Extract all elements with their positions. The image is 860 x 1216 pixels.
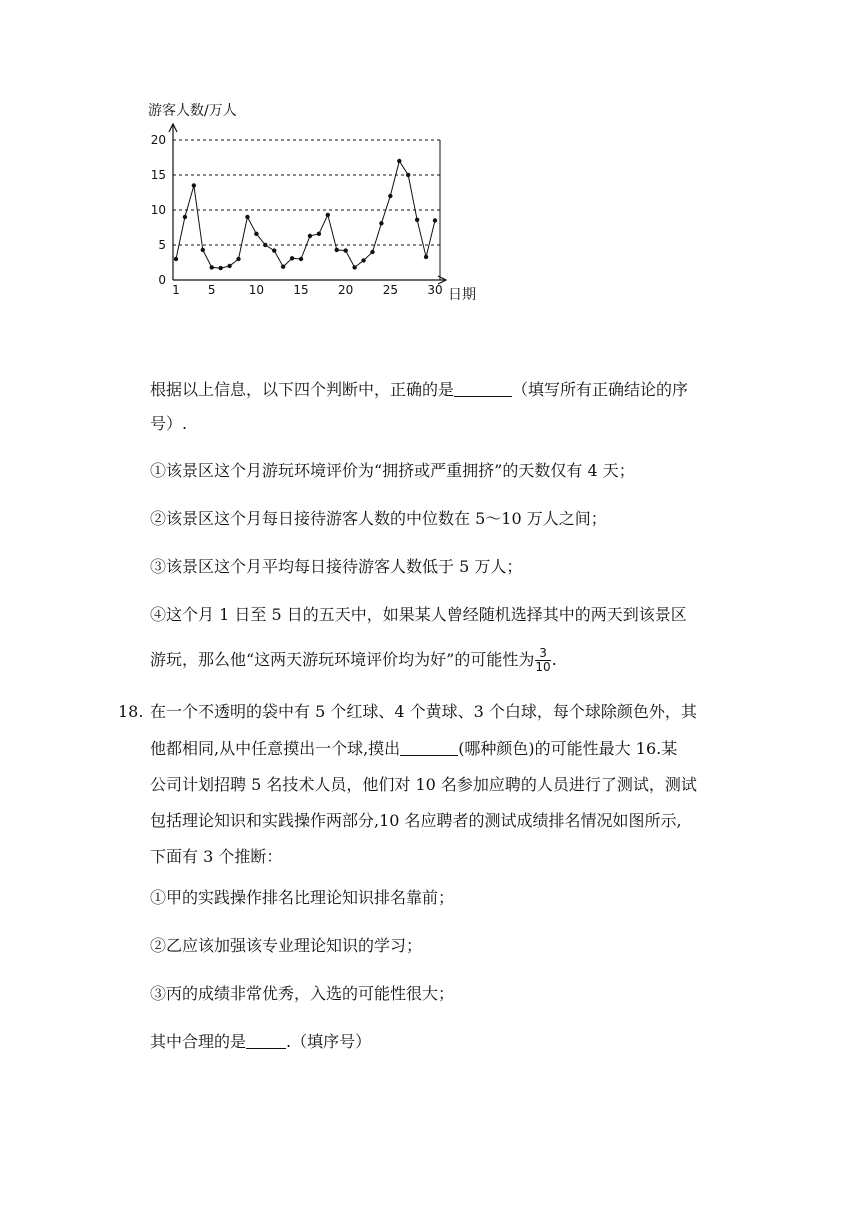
- data-point: [218, 266, 222, 270]
- q17-intro-text-a: 根据以上信息，以下四个判断中，正确的是: [150, 380, 455, 399]
- data-point: [361, 258, 365, 262]
- q18-line1: 在一个不透明的袋中有 5 个红球、4 个黄球、3 个白球，每个球除颜色外，其: [150, 702, 697, 721]
- data-point: [415, 218, 419, 222]
- q18-item-1: ①甲的实践操作排名比理论知识排名靠前；: [150, 888, 455, 907]
- data-point: [352, 265, 356, 269]
- y-axis-label: 游客人数/万人: [148, 103, 237, 119]
- q18-item-3: ③丙的成绩非常优秀，入选的可能性很大；: [150, 984, 455, 1003]
- fraction-denominator: 10: [535, 660, 551, 674]
- series-line: [176, 161, 435, 268]
- x-tick-label: 30: [427, 283, 443, 297]
- q18-last-text-b: .（填序号）: [286, 1032, 372, 1051]
- data-point: [317, 232, 321, 236]
- x-tick-label: 20: [338, 283, 354, 297]
- q17-intro-text-b: （填写所有正确结论的序: [512, 380, 689, 399]
- y-tick-label: 10: [150, 203, 166, 217]
- data-point: [343, 248, 347, 252]
- x-tick-label: 5: [207, 283, 216, 297]
- y-tick-label: 0: [158, 273, 166, 287]
- x-tick-label: 25: [382, 283, 398, 297]
- q18-last-line: [150, 1029, 750, 1055]
- x-tick-label: 10: [248, 283, 265, 297]
- data-point: [379, 221, 383, 225]
- data-point: [299, 257, 303, 261]
- data-point: [326, 213, 330, 217]
- q18-line3: 公司计划招聘 5 名技术人员，他们对 10 名参加应聘的人员进行了测试，测试: [150, 775, 697, 794]
- q17-intro-line2: 号）.: [150, 414, 188, 433]
- data-point: [308, 234, 312, 238]
- data-point: [192, 183, 196, 187]
- data-point: [210, 265, 214, 269]
- q18-line4: 包括理论知识和实践操作两部分,10 名应聘者的测试成绩排名情况如图所示,: [150, 811, 682, 830]
- q17-item-3: ③该景区这个月平均每日接待游客人数低于 5 万人；: [150, 557, 523, 576]
- data-point: [433, 218, 437, 222]
- q18-item-2: ②乙应该加强该专业理论知识的学习；: [150, 936, 423, 955]
- data-point: [370, 250, 374, 254]
- data-point: [272, 248, 276, 252]
- q18-line2: [150, 736, 750, 762]
- x-tick-label: 15: [293, 283, 309, 297]
- y-tick-label: 20: [150, 133, 166, 147]
- q18-line2-text-a: 他都相同,从中任意摸出一个球,摸出: [150, 739, 401, 758]
- x-axis-label: 日期: [448, 287, 476, 303]
- q18-last-text-a: 其中合理的是: [150, 1032, 247, 1051]
- q17-answer-blank[interactable]: [454, 378, 512, 397]
- q17-item-1: ①该景区这个月游玩环境评价为“拥挤或严重拥挤”的天数仅有 4 天；: [150, 461, 635, 480]
- visitor-line-chart: [140, 96, 485, 306]
- data-point: [245, 215, 249, 219]
- q17-item-4-end: .: [551, 650, 557, 669]
- q18-answer-blank[interactable]: [400, 737, 458, 756]
- fraction-numerator: 3: [535, 647, 550, 661]
- q18-line5: 下面有 3 个推断：: [150, 847, 283, 866]
- fraction-3-10: [535, 647, 550, 674]
- q18-number: 18.: [118, 702, 144, 721]
- chart-svg: [140, 96, 485, 306]
- data-point: [201, 248, 205, 252]
- q17-item-2: ②该景区这个月每日接待游客人数的中位数在 5～10 万人之间；: [150, 509, 607, 528]
- data-point: [406, 173, 410, 177]
- data-point: [290, 256, 294, 260]
- data-point: [388, 194, 392, 198]
- data-point: [335, 248, 339, 252]
- data-point: [254, 232, 258, 236]
- q18-last-blank[interactable]: [246, 1030, 286, 1049]
- data-point: [281, 265, 285, 269]
- data-point: [227, 264, 231, 268]
- q17-item-4-line2: [150, 647, 750, 674]
- y-tick-label: 15: [150, 168, 166, 182]
- q17-item-4-text: 游玩，那么他“这两天游玩环境评价均为好”的可能性为: [150, 650, 535, 669]
- data-point: [183, 215, 187, 219]
- q17-intro-line1: [150, 377, 750, 403]
- data-point: [174, 257, 178, 261]
- q17-item-4-line1: ④这个月 1 日至 5 日的五天中，如果某人曾经随机选择其中的两天到该景区: [150, 605, 687, 624]
- q18-line2-text-b: (哪种颜色)的可能性最大 16.某: [458, 739, 678, 758]
- x-tick-label: 1: [172, 283, 180, 297]
- data-point: [424, 255, 428, 259]
- y-tick-label: 5: [158, 238, 166, 252]
- data-point: [397, 159, 401, 163]
- data-point: [236, 257, 240, 261]
- data-point: [263, 243, 267, 247]
